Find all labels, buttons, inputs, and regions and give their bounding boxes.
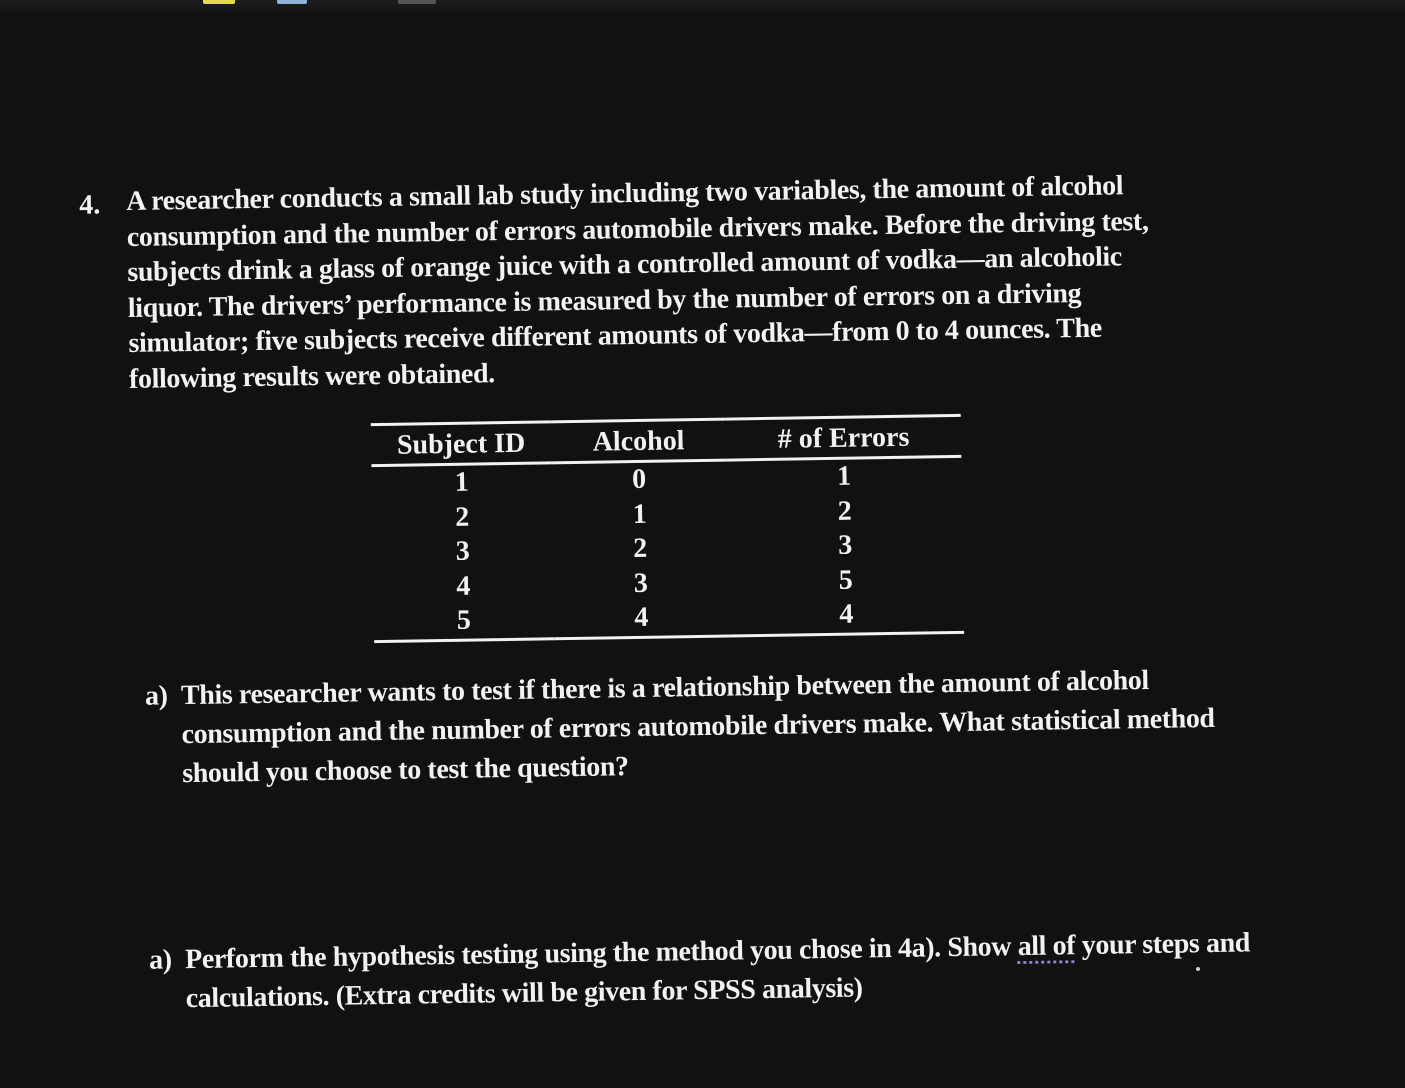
cell-alcohol: 3 bbox=[633, 567, 649, 599]
header-errors: # of Errors bbox=[726, 415, 962, 460]
cell-errors: 4 bbox=[839, 598, 854, 630]
sub-question-a-text: This researcher wants to test if there is a relationship between the amount of alcohol consumption and the number of errors automobile drivers make. What statistical method should you choose to test the question? bbox=[180, 664, 1215, 790]
cell-alcohol: 1 bbox=[632, 498, 647, 530]
cell-alcohol: 4 bbox=[634, 601, 649, 634]
header-subject-id: Subject ID bbox=[371, 422, 552, 466]
sub-question-b-label: a) bbox=[148, 944, 172, 976]
toolbar-yellow-marker bbox=[203, 0, 235, 4]
cell-errors: 2 bbox=[837, 495, 852, 527]
sub-question-b-text-end: your steps and calculations. (Extra credits will be given for SPSS analysis) bbox=[185, 927, 1251, 1015]
question-number: 4. bbox=[79, 189, 101, 221]
cell-errors: 5 bbox=[838, 564, 854, 596]
header-alcohol: Alcohol bbox=[551, 419, 727, 463]
sub-question-b-text-start: Perform the hypothesis testing using the method you chose in 4a). Show bbox=[184, 931, 1018, 976]
cell-subject-id: 3 bbox=[455, 535, 471, 567]
sub-question-b-text bbox=[185, 923, 1266, 1018]
spellcheck-underlined-phrase: all of bbox=[1017, 930, 1076, 963]
question-text: A researcher conducts a small lab study including two variables, the amount of alcohol consumption and the number of errors automobile drivers make. Before the driving test, subjects drink a glass of orange juice with a controlled amount of vodka—an alcoholic liquor. The drivers’ performance is measured by the number of errors on a driving simulator; five subjects receive different amounts of vodka—from 0 to 4 ounces. The following results were obtained. bbox=[125, 170, 1149, 395]
cell-subject-id: 1 bbox=[454, 466, 469, 498]
results-table bbox=[371, 414, 964, 643]
sub-question-a bbox=[145, 659, 1263, 794]
cell-subject-id: 4 bbox=[456, 570, 471, 602]
sub-question-b bbox=[149, 923, 1266, 1019]
cell-errors: 3 bbox=[837, 529, 853, 561]
cell-errors: 1 bbox=[836, 460, 852, 492]
cell-subject-id: 5 bbox=[456, 604, 472, 636]
screen-speck bbox=[1196, 967, 1200, 971]
sub-question-a-label: a) bbox=[144, 680, 168, 712]
cell-alcohol: 0 bbox=[631, 463, 647, 496]
toolbar-blue-marker bbox=[277, 0, 307, 4]
cell-subject-id: 2 bbox=[454, 501, 470, 533]
cell-alcohol: 2 bbox=[633, 532, 648, 565]
